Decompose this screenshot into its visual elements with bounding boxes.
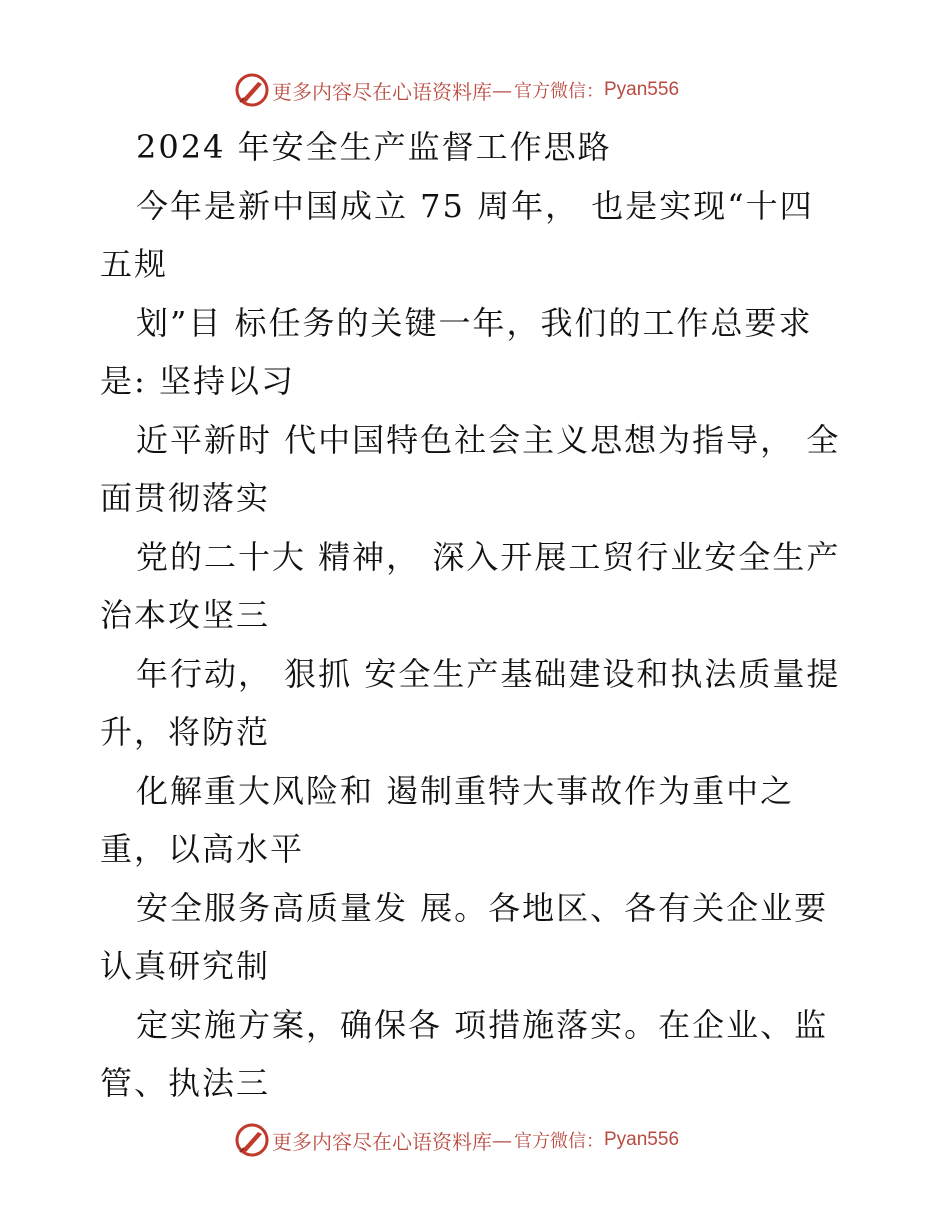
watermark-label: 官方微信： (514, 81, 604, 102)
text-line: 管、执法三 (100, 1064, 271, 1102)
watermark-text: 更多内容尽在心语资料库 (272, 1129, 492, 1154)
watermark-text: 更多内容尽在心语资料库 (272, 79, 492, 104)
text-line: 治本攻坚三 (100, 596, 271, 634)
text-line: 是: 坚持以习 (100, 362, 295, 400)
text-line: 认真研究制 (100, 947, 271, 985)
header-watermark (234, 70, 679, 110)
text-line: 升，将防范 (100, 713, 271, 751)
text-line: 年行动， 狠抓 安全生产基础建设和执法质量提 (136, 655, 841, 693)
text-line: 重，以高水平 (100, 830, 305, 868)
footer-watermark (234, 1120, 679, 1160)
text-line: 面贯彻落实 (100, 479, 271, 517)
text-line: 今年是新中国成立 75 周年， 也是实现“十四 (136, 187, 814, 225)
text-line: 五规 (100, 245, 169, 283)
text-line: 化解重大风险和 遏制重特大事故作为重中之 (136, 772, 795, 810)
watermark-dash: — (492, 1128, 512, 1152)
text-line: 党的二十大 精神， 深入开展工贸行业安全生产 (136, 538, 841, 576)
text-line: 近平新时 代中国特色社会主义思想为指导， 全 (136, 421, 841, 459)
quill-in-circle-icon (234, 72, 270, 108)
text-line: 划”目 标任务的关键一年，我们的工作总要求 (136, 304, 813, 342)
quill-in-circle-icon (234, 1122, 270, 1158)
text-line: 定实施方案，确保各 项措施落实。在企业、监 (136, 1006, 829, 1044)
document-title: 2024 年安全生产监督工作思路 (136, 128, 612, 166)
watermark-id: Pyan556 (604, 1129, 680, 1150)
text-line: 安全服务高质量发 展。各地区、各有关企业要 (136, 889, 829, 927)
watermark-id: Pyan556 (604, 79, 680, 100)
watermark-dash: — (492, 78, 512, 102)
watermark-label: 官方微信： (514, 1131, 604, 1152)
